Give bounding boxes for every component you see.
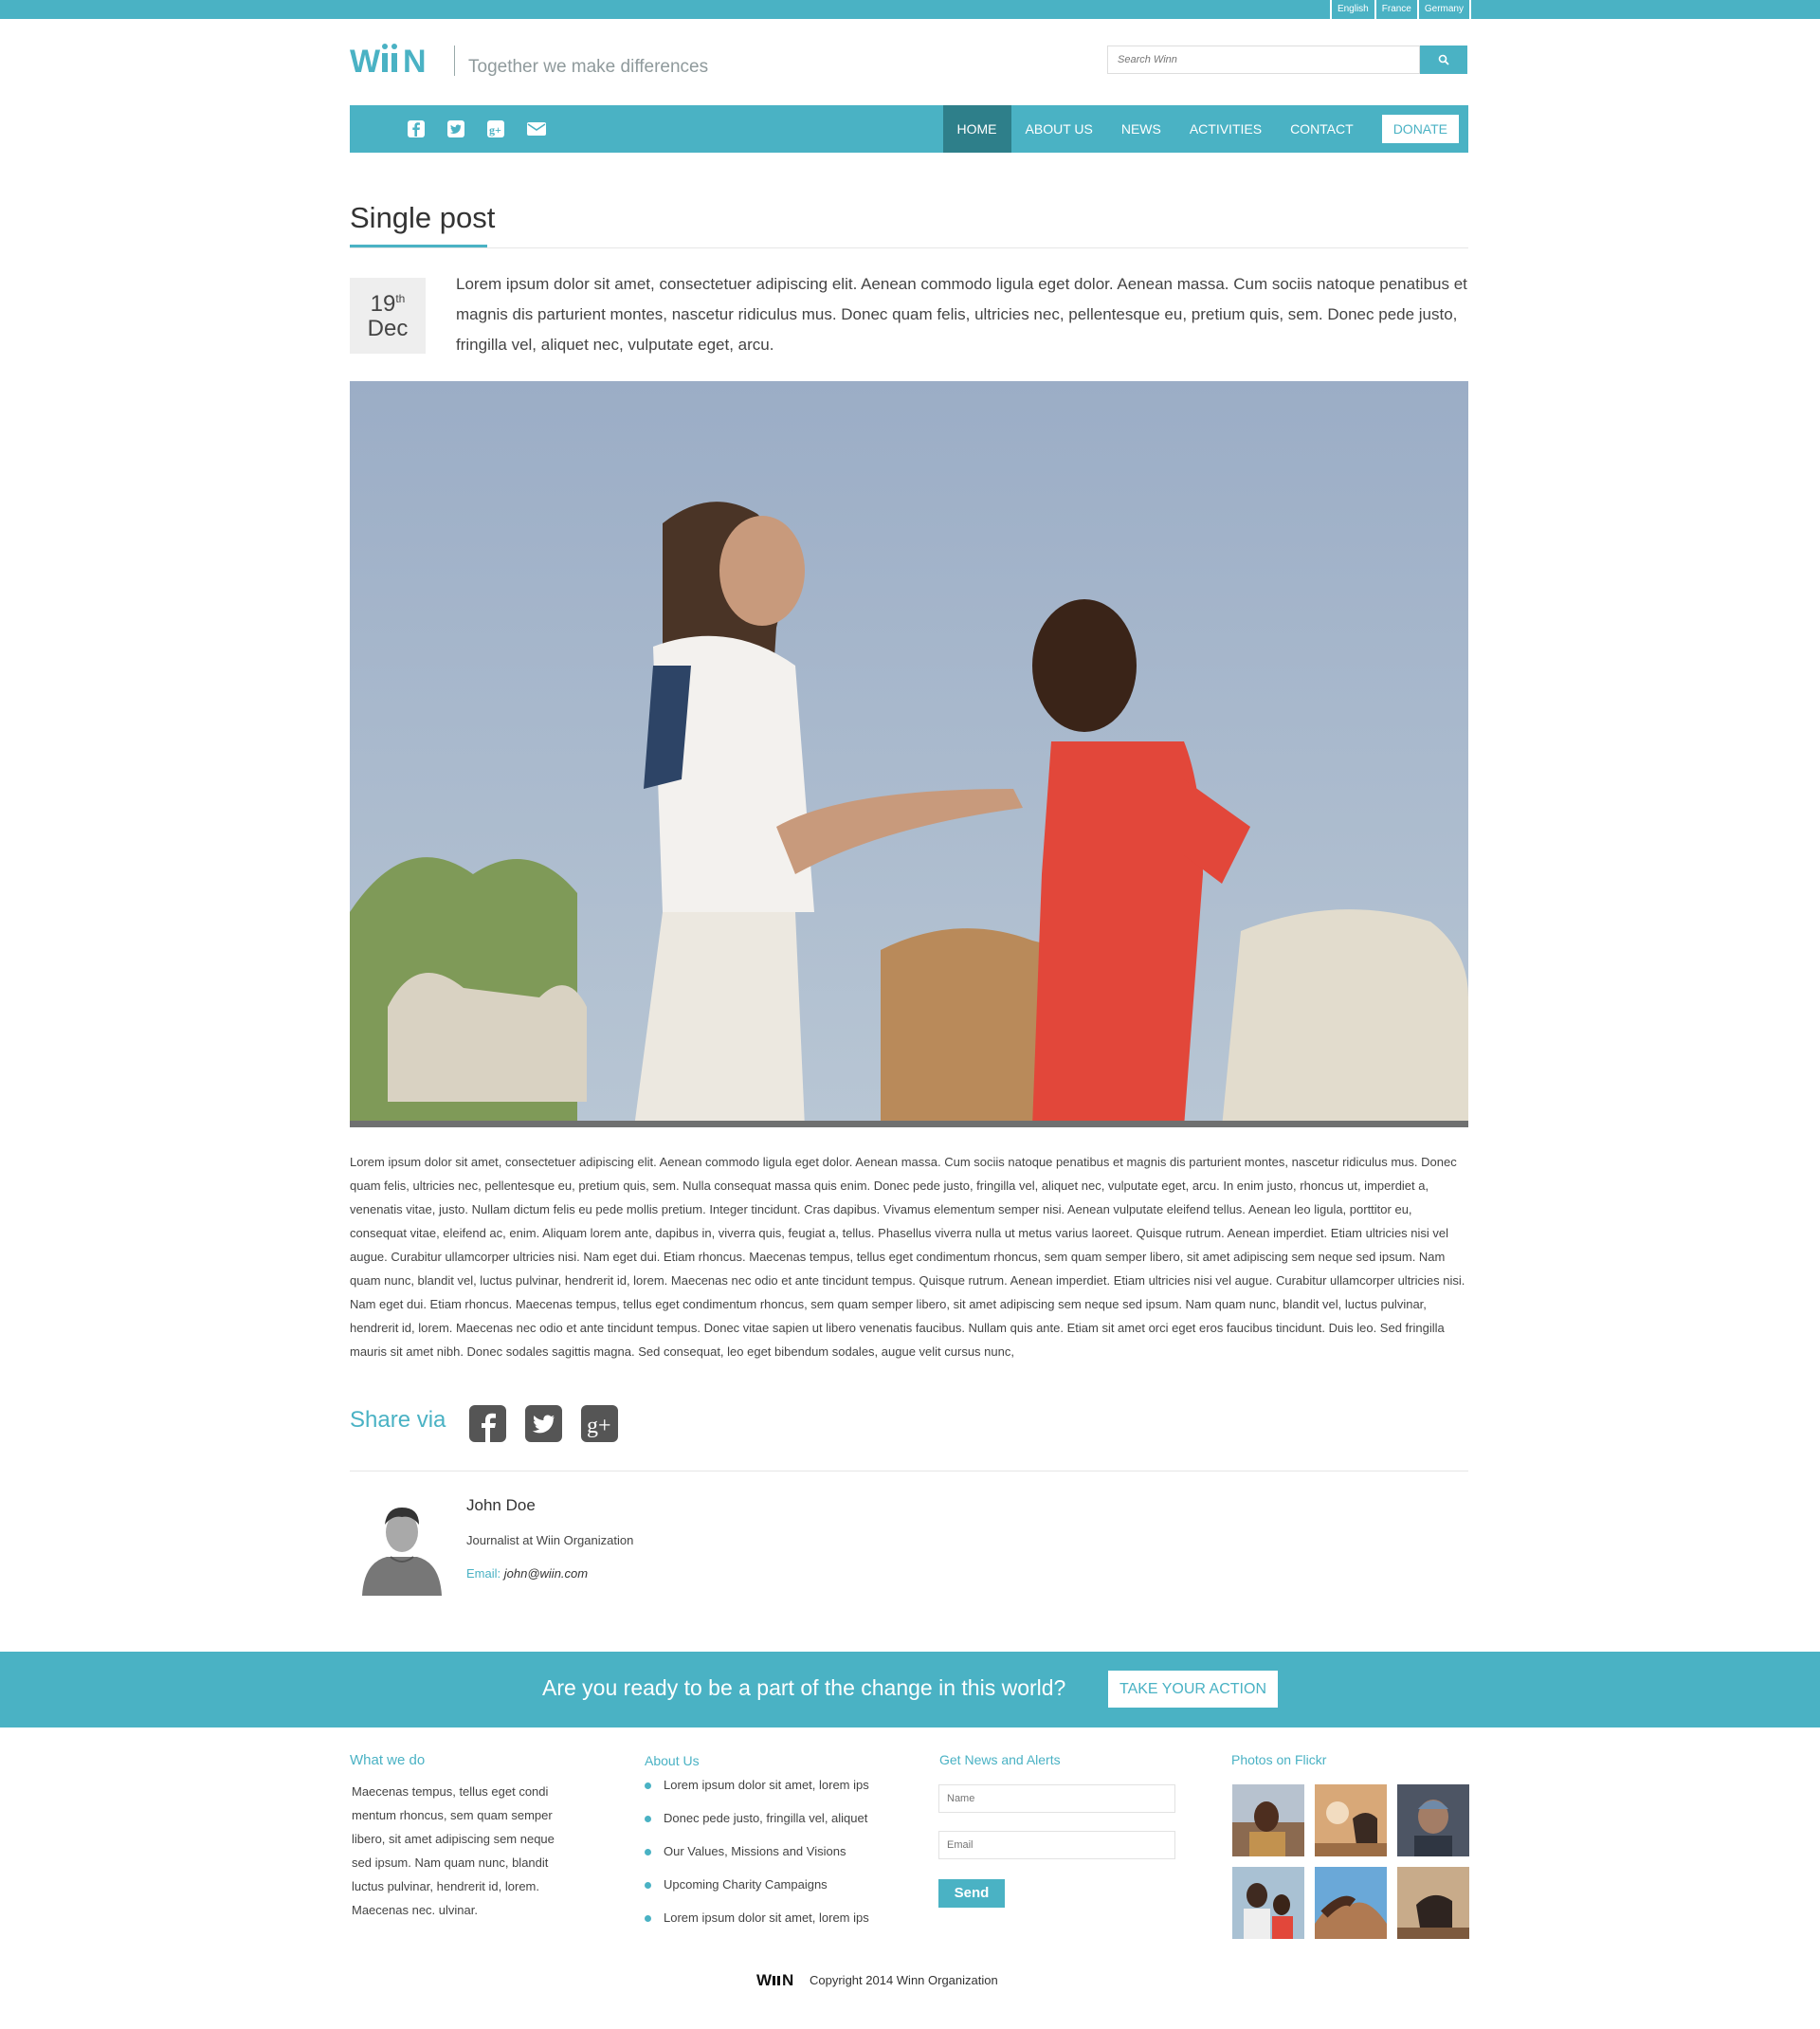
svg-text:W: W	[350, 44, 381, 80]
google-plus-icon[interactable]	[486, 119, 505, 138]
post-date-day: 19	[370, 291, 396, 317]
about-us-link-label: Donec pede justo, fringilla vel, aliquet	[664, 1811, 868, 1825]
svg-text:N: N	[403, 44, 427, 80]
about-us-title: About Us	[645, 1753, 700, 1768]
post-date-month: Dec	[367, 316, 409, 341]
author-email	[466, 1566, 588, 1581]
about-us-link[interactable]	[645, 1778, 869, 1811]
about-us-link[interactable]	[645, 1844, 869, 1877]
post-body: Lorem ipsum dolor sit amet, consectetuer adipiscing elit. Aenean commodo ligula eget dolor. Aenean massa. Cum sociis natoque penatibus et magnis dis parturient montes, nascetur ridiculus mus. Donec quam felis, ultricies nec, pellentesque eu, pretium quis, sem. Nulla consequat massa quis enim. Donec pede justo, fringilla vel, aliquet nec, vulputate eget, arcu. In enim justo, rhoncus ut, imperdiet a, venenatis vitae, justo. Nullam dictum felis eu pede mollis pretium. Integer tincidunt. Cras dapibus. Vivamus elementum semper nisi. Aenean vulputate eleifend tellus. Aenean leo ligula, porttitor eu, consequat vitae, eleifend ac, enim. Aliquam lorem ante, dapibus in, viverra quis, feugiat a, tellus. Phasellus viverra nulla ut metus varius laoreet. Quisque rutrum. Aenean imperdiet. Etiam ultricies nisi vel augue. Curabitur ullamcorper ultricies nisi. Nam eget dui. Etiam rhoncus. Maecenas tempus, tellus eget condimentum rhoncus, sem quam semper libero, sit amet adipiscing sem neque sed ipsum. Nam quam nunc, blandit vel, luctus pulvinar, hendrerit id, lorem. Maecenas nec odio et ante tincidunt tempus. Quisque rutrum. Aenean imperdiet. Etiam ultricies nisi vel augue. Curabitur ullamcorper ultricies nisi. Nam eget dui. Etiam rhoncus. Maecenas tempus, tellus eget condimentum rhoncus, sem quam semper libero, sit amet adipiscing sem neque sed ipsum. Nam quam nunc, blandit vel, luctus pulvinar, hendrerit id, lorem. Maecenas nec odio et ante tincidunt tempus. Donec vitae sapien ut libero venenatis faucibus. Nullam quis ante. Etiam sit amet orci eget eros faucibus tincidunt. Duis leo. Sed fringilla mauris sit amet nibh. Donec sodales sagittis magna. Sed consequat, leo eget bibendum sodales, augue velit cursus nunc,	[350, 1155, 1465, 1359]
post-date-day-wrap	[350, 291, 426, 318]
flickr-photo[interactable]	[1315, 1784, 1387, 1856]
author-email-link[interactable]: john@wiin.com	[503, 1566, 589, 1581]
nav-item-activities[interactable]: ACTIVITIES	[1189, 121, 1263, 137]
email-field[interactable]	[938, 1831, 1175, 1859]
logo[interactable]	[350, 42, 441, 80]
share-facebook-icon[interactable]	[469, 1405, 506, 1442]
flickr-photo[interactable]	[1315, 1867, 1387, 1939]
flickr-title: Photos on Flickr	[1231, 1752, 1327, 1767]
about-us-link-label: Our Values, Missions and Visions	[664, 1844, 846, 1858]
logo-divider	[454, 46, 455, 76]
flickr-photo[interactable]	[1397, 1784, 1469, 1856]
about-us-link-label: Lorem ipsum dolor sit amet, lorem ips	[664, 1910, 869, 1925]
post-intro: Lorem ipsum dolor sit amet, consectetuer adipiscing elit. Aenean commodo ligula eget dolor. Aenean massa. Cum sociis natoque penatibus et magnis dis parturient montes, nascetur ridiculus mus. Donec quam felis, ultricies nec, pellentesque eu, pretium quis, sem. Donec pede justo, fringilla vel, aliquet nec, vulputate eget, arcu.	[456, 275, 1467, 354]
nav-menu	[943, 105, 1468, 153]
author-role: Journalist at Wiin Organization	[466, 1533, 634, 1547]
nav-item-home[interactable]: HOME	[943, 105, 1011, 153]
language-bar	[0, 0, 1820, 19]
what-we-do-title: What we do	[350, 1752, 426, 1768]
name-field[interactable]	[938, 1784, 1175, 1813]
language-france[interactable]: France	[1374, 0, 1417, 19]
call-to-action-banner	[0, 1652, 1820, 1727]
cta-text: Are you ready to be a part of the change in this world?	[542, 1675, 1066, 1700]
svg-text:W: W	[756, 1971, 773, 1989]
twitter-icon[interactable]	[446, 119, 465, 138]
page-title: Single post	[350, 201, 496, 234]
nav-item-about-us[interactable]: ABOUT US	[1025, 121, 1093, 137]
tagline: Together we make differences	[468, 57, 709, 77]
author-avatar	[358, 1498, 446, 1596]
send-button[interactable]: Send	[938, 1879, 1005, 1908]
post-hero-image	[350, 381, 1468, 1127]
news-alerts-title: Get News and Alerts	[939, 1752, 1061, 1767]
nav-item-news[interactable]: NEWS	[1120, 121, 1161, 137]
share-label: Share via	[350, 1407, 446, 1433]
footer-logo	[756, 1970, 802, 1989]
what-we-do-text: Maecenas tempus, tellus eget condi mentum rhoncus, sem quam semper libero, sit amet adipiscing sem neque sed ipsum. Nam quam nunc, blandit luctus pulvinar, hendrerit id, lorem. Maecenas nec. ulvinar.	[352, 1784, 555, 1917]
language-germany[interactable]: Germany	[1417, 0, 1471, 19]
flickr-photo[interactable]	[1232, 1867, 1304, 1939]
svg-text:g+: g+	[587, 1414, 611, 1438]
bullet-icon	[645, 1915, 651, 1922]
share-google-plus-icon[interactable]	[581, 1405, 618, 1442]
search-button[interactable]	[1420, 46, 1467, 74]
about-us-link[interactable]	[645, 1877, 869, 1910]
share-twitter-icon[interactable]	[525, 1405, 562, 1442]
bullet-icon	[645, 1816, 651, 1822]
mail-icon[interactable]	[526, 119, 545, 138]
author-email-label: Email:	[466, 1566, 501, 1581]
about-us-link-label: Lorem ipsum dolor sit amet, lorem ips	[664, 1778, 869, 1792]
search-icon	[1438, 54, 1449, 65]
title-divider	[350, 247, 1468, 248]
donate-button[interactable]: DONATE	[1382, 115, 1459, 143]
flickr-photo[interactable]	[1232, 1784, 1304, 1856]
language-switcher	[1330, 0, 1471, 19]
svg-text:N: N	[782, 1971, 794, 1989]
copyright-text: Copyright 2014 Winn Organization	[810, 1972, 998, 1987]
flickr-photo[interactable]	[1397, 1867, 1469, 1939]
about-us-link-label: Upcoming Charity Campaigns	[664, 1877, 828, 1892]
main-nav	[350, 105, 1468, 153]
bullet-icon	[645, 1882, 651, 1889]
bullet-icon	[645, 1782, 651, 1789]
nav-item-contact[interactable]: CONTACT	[1290, 121, 1354, 137]
language-english[interactable]: English	[1330, 0, 1374, 19]
take-action-button[interactable]: TAKE YOUR ACTION	[1108, 1671, 1278, 1708]
about-us-link[interactable]	[645, 1811, 869, 1844]
share-links	[469, 1405, 618, 1442]
post-date-suffix: th	[395, 292, 406, 305]
facebook-icon[interactable]	[407, 119, 426, 138]
post-date	[350, 278, 426, 354]
flickr-gallery	[1232, 1784, 1469, 1939]
social-links	[407, 119, 545, 138]
about-us-link[interactable]	[645, 1910, 869, 1944]
author-name: John Doe	[466, 1496, 536, 1514]
bullet-icon	[645, 1849, 651, 1855]
search-input[interactable]	[1107, 46, 1420, 74]
svg-text:g+: g+	[489, 123, 501, 137]
footer-copyright	[756, 1970, 998, 1989]
about-us-list	[645, 1778, 869, 1944]
